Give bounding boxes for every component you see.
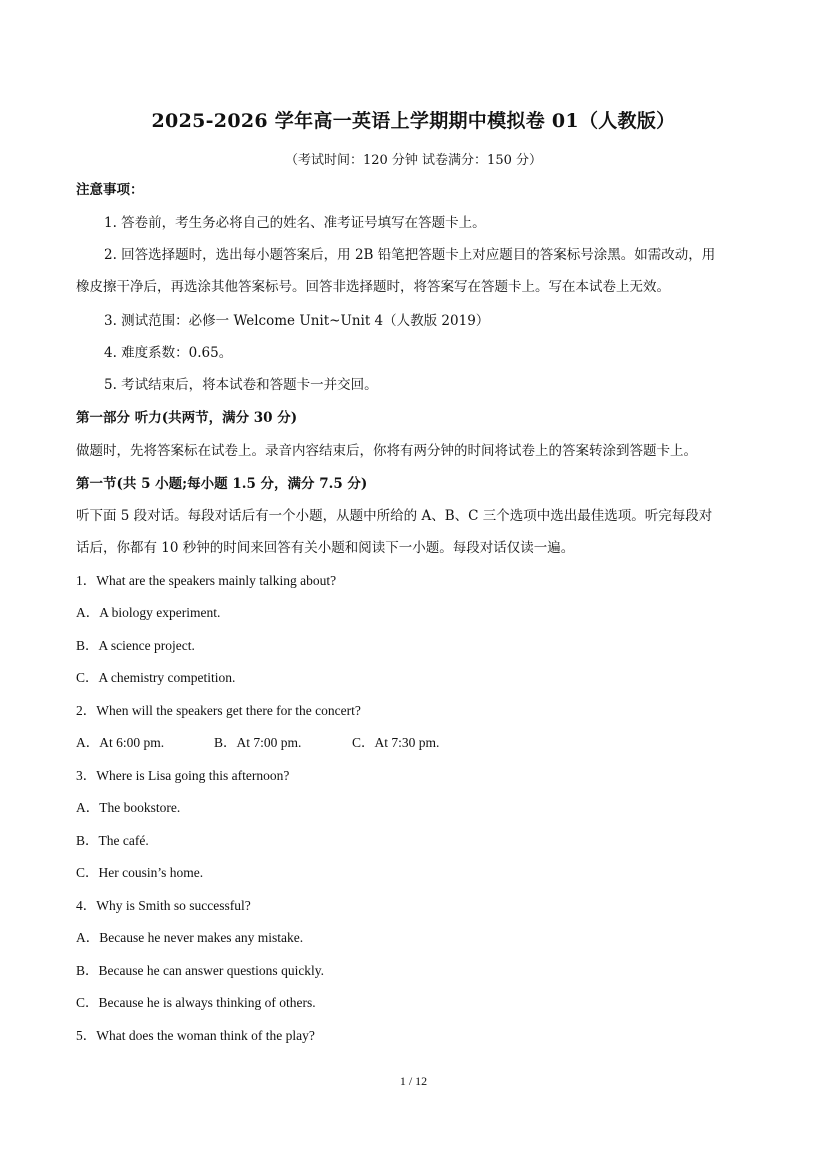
section1-instruction: 话后，你都有 10 秒钟的时间来回答有关小题和阅读下一小题。每段对话仅读一遍。 <box>76 540 575 556</box>
question-5: 5．What does the woman think of the play? <box>76 1028 315 1043</box>
option-1c: C．A chemistry competition. <box>76 670 236 685</box>
part1-instruction: 做题时，先将答案标在试卷上。录音内容结束后，你将有两分钟的时间将试卷上的答案转涂到答题卡上。 <box>76 443 697 459</box>
notice-heading: 注意事项： <box>76 182 144 198</box>
notice-item: 4. 难度系数：0.65。 <box>104 345 233 361</box>
question-4: 4．Why is Smith so successful? <box>76 898 251 913</box>
option-4c: C．Because he is always thinking of others. <box>76 995 316 1010</box>
notice-item: 1. 答卷前，考生务必将自己的姓名、准考证号填写在答题卡上。 <box>104 215 486 231</box>
option-2a: A．At 6:00 pm. <box>76 735 165 750</box>
part1-heading: 第一部分 听力(共两节，满分 30 分) <box>76 410 298 426</box>
notice-item: 3. 测试范围：必修一 Welcome Unit~Unit 4（人教版 2019） <box>104 313 490 329</box>
option-2c: C．At 7:30 pm. <box>352 735 440 750</box>
option-3a: A．The bookstore. <box>76 800 181 815</box>
question-3: 3．Where is Lisa going this afternoon? <box>76 768 290 783</box>
section1-heading: 第一节(共 5 小题;每小题 1.5 分，满分 7.5 分) <box>76 476 368 492</box>
notice-item: 2. 回答选择题时，选出每小题答案后，用 2B 铅笔把答题卡上对应题目的答案标号涂黑。如需改动，用 <box>104 247 716 263</box>
options-row-2 <box>76 733 439 753</box>
option-4a: A．Because he never makes any mistake. <box>76 930 304 945</box>
question-2: 2．When will the speakers get there for the concert? <box>76 703 361 718</box>
option-1a: A．A biology experiment. <box>76 605 221 620</box>
section1-instruction: 听下面 5 段对话。每段对话后有一个小题，从题中所给的 A、B、C 三个选项中选出最佳选项。听完每段对 <box>76 508 713 524</box>
question-1: 1．What are the speakers mainly talking about? <box>76 573 337 588</box>
notice-item: 5. 考试结束后，将本试卷和答题卡一并交回。 <box>104 377 378 393</box>
exam-info: （考试时间：120 分钟 试卷满分：150 分） <box>284 153 543 168</box>
page-title: 2025-2026 学年高一英语上学期期中模拟卷 01（人教版） <box>151 110 676 132</box>
option-3b: B．The café. <box>76 833 149 848</box>
option-4b: B．Because he can answer questions quickly. <box>76 963 325 978</box>
option-2b: B．At 7:00 pm. <box>214 735 302 750</box>
option-3c: C．Her cousin’s home. <box>76 865 204 880</box>
notice-item-continued: 橡皮擦干净后，再选涂其他答案标号。回答非选择题时，将答案写在答题卡上。写在本试卷上无效。 <box>76 279 670 295</box>
option-1b: B．A science project. <box>76 638 195 653</box>
page-number: 1 / 12 <box>399 1074 428 1088</box>
